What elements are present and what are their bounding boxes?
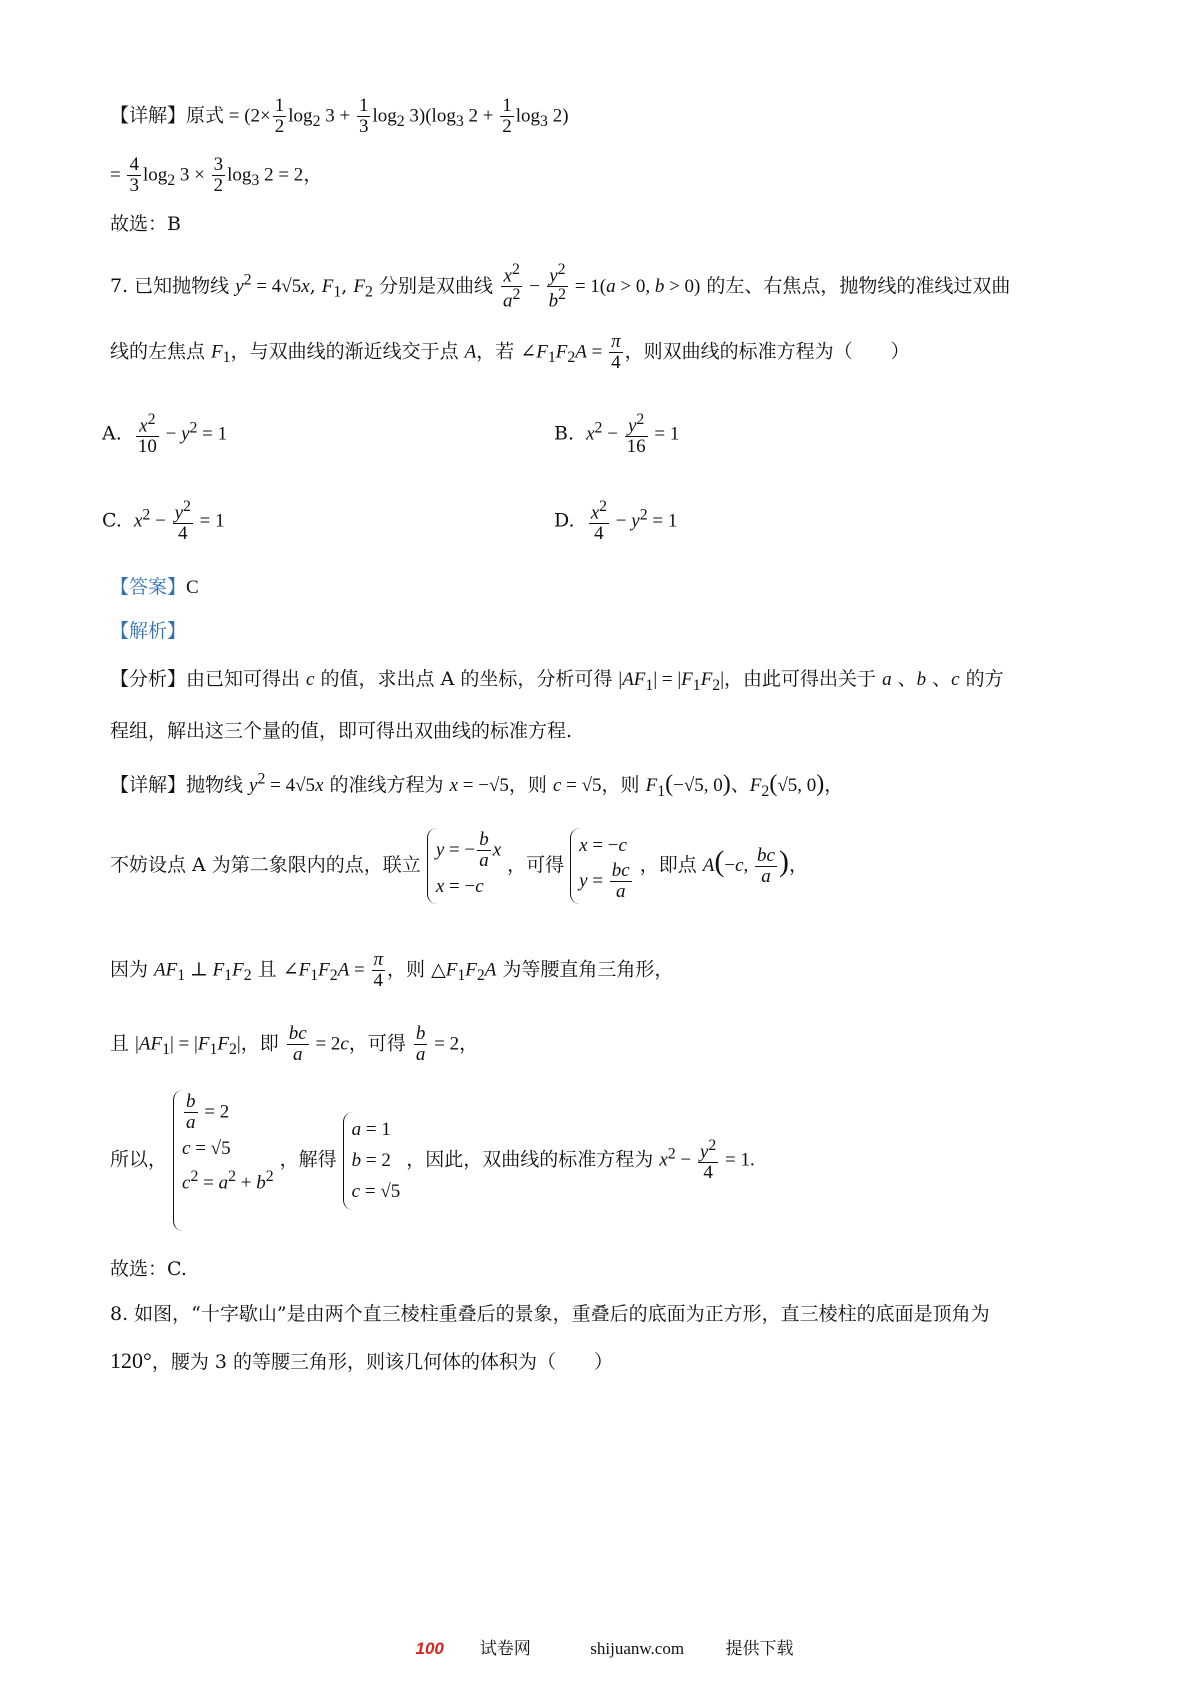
q8-stem-line2: 120°，腰为 3 的等腰三角形，则该几何体的体积为（ ） <box>110 1348 613 1373</box>
option-c[interactable]: C. $x^2$ − $\frac{y^2}{4}$ = 1 <box>102 498 225 545</box>
option-d[interactable]: D. $\frac{x^2}{4}$ − $y^2 = 1$ <box>554 498 678 545</box>
option-b[interactable]: B. $x^2$ − $\frac{y^2}{16}$ = 1 <box>554 411 680 458</box>
detail-line1: 【详解】抛物线 $y^2 = 4√5x$ 的准线方程为 x = −√5，则 c = √5，则 $F_1(-√5$, 0)、$F_2(√5$, 0)， <box>110 770 844 800</box>
q8-stem-line1: 8. 如图，“十字歇山”是由两个直三棱柱重叠后的景象，重叠后的底面为正方形，直三棱柱的底面是顶角为 <box>110 1303 990 1325</box>
detail-line5: 所以， $\frac{b}{a}$ = 2 c = √5 $c^2 = a^2 + b^2$ ，解得 a = 1 b = 2 c = √5 ，因此，双曲线的标准方程为 $x^2$ − $\frac{y^2}{4}$ = 1. <box>110 1090 755 1231</box>
footer-logo[interactable] <box>398 1639 549 1659</box>
prev-detail-line2: = $\frac{4}{3}$ $\log_2 3$ × $\frac{3}{2}$ $\log_3 2 = 2$， <box>110 154 323 196</box>
q7-stem-line1: 7. 已知抛物线 $y^2 = 4√5x$, $F_1$, $F_2$ 分别是双曲线 $\frac{x^2}{a^2}$ − $\frac{y^2}{b^2}$ = 1(a > 0, b > 0) 的左、右焦点，抛物线的准线过双曲 <box>110 261 1011 312</box>
fenxi-line2: 程组，解出这三个量的值，即可得出双曲线的标准方程. <box>110 720 573 742</box>
analysis-tag: 【解析】 <box>110 620 187 642</box>
answer-line <box>110 576 199 600</box>
detail-line2: 不妨设点 A 为第二象限内的点，联立 y = − $\frac{b}{a}$ x x = −c ，可得 x = −c y = $\frac{bc}{a}$ ，即点 A(−c, $\frac{bc}{a}$ )， <box>110 829 808 903</box>
detail-line4: 且 $|AF_1| = |F_1F_2|$，即 $\frac{bc}{a}$ = 2c，可得 $\frac{b}{a}$ = 2， <box>110 1023 479 1065</box>
footer-domain-link[interactable]: shijuanw.com <box>590 1639 685 1658</box>
q7-stem-line2: 线的左焦点 $F_1$，与双曲线的渐近线交于点 A，若 $\angle F_1F_2A$ = $\frac{\pi}{4}$ ，则双曲线的标准方程为（ ） <box>110 331 910 373</box>
page-footer <box>0 1634 1191 1659</box>
answer-value: C <box>186 577 199 598</box>
footer-download: 提供下载 <box>725 1639 794 1659</box>
logo-100-icon: 100 <box>415 1639 444 1658</box>
answer-tag: 【答案】 <box>110 576 187 598</box>
option-a[interactable]: A. $\frac{x^2}{10}$ − $y^2 = 1$ <box>102 411 228 458</box>
fenxi-line1: 【分析】由已知可得出 c 的值，求出点 A 的坐标，分析可得 $|AF_1| = |F_1F_2|$，由此可得出关于 a 、b 、c 的方 <box>110 668 1004 694</box>
q7-choice: 故选：C. <box>110 1258 187 1280</box>
footer-site-name: 试卷网 <box>479 1639 531 1659</box>
prev-detail-line1: 【详解】原式 = (2× $\frac{1}{2}$ $\log_2 3$ + $\frac{1}{3}$ $\log_2 3)(\log_3$ 2 + $\frac{1}{2}$ $\log_3 2$) <box>110 95 569 137</box>
prev-choice: 故选：B <box>110 213 181 235</box>
detail-line3: 因为 $AF_1$ ⊥ $F_1F_2$ 且 $\angle F_1F_2A$ = $\frac{\pi}{4}$ ，则 $\triangle F_1F_2A$ 为等腰直角三角形， <box>110 949 674 991</box>
